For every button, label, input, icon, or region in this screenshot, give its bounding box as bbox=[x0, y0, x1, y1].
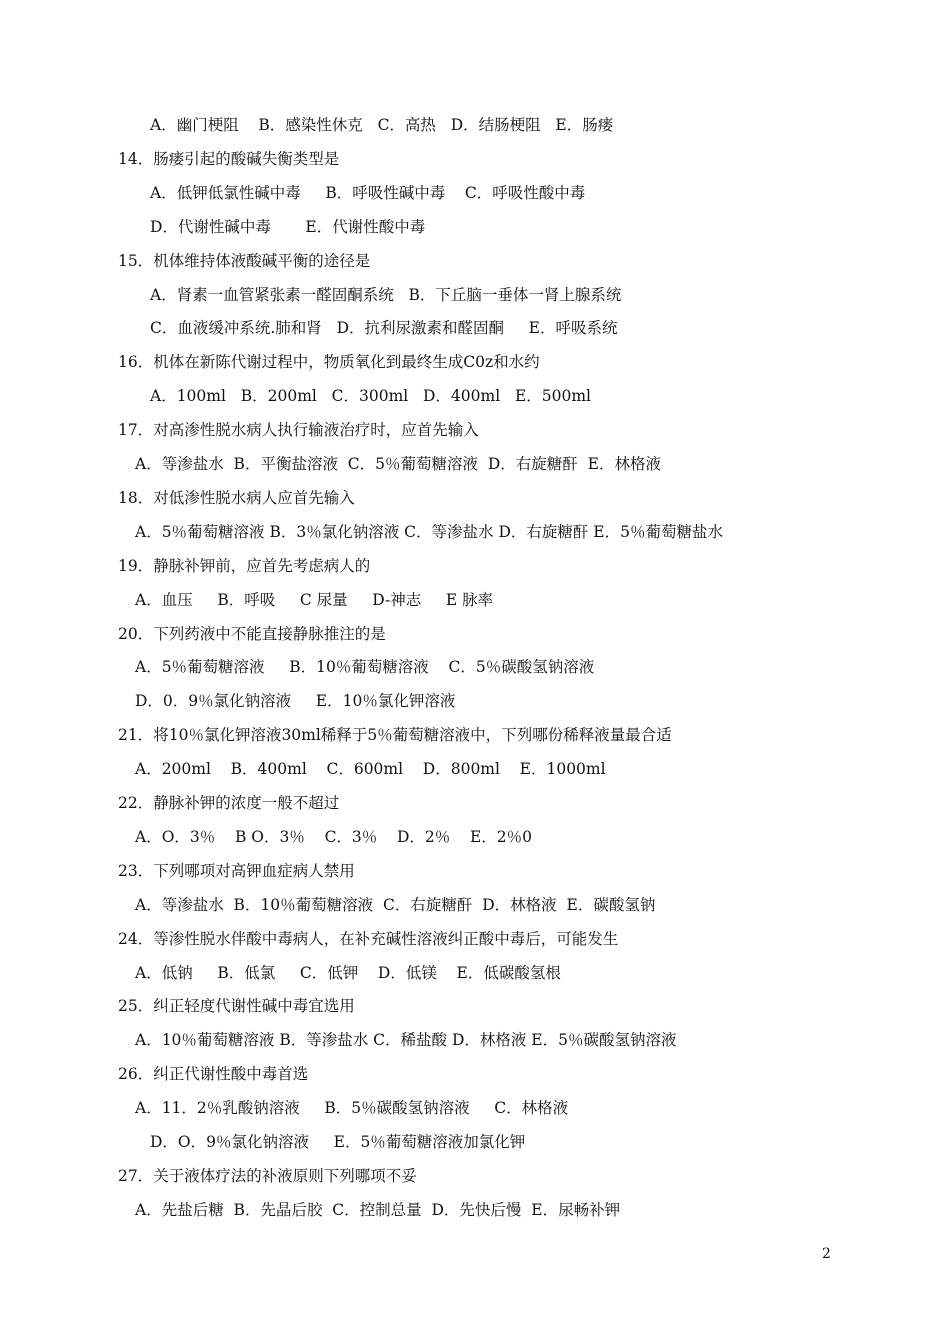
answer-options: A．5％葡萄糖溶液 B．10％葡萄糖溶液 C．5％碳酸氢钠溶液 bbox=[135, 658, 595, 676]
question-stem: 23．下列哪项对高钾血症病人禁用 bbox=[118, 862, 355, 880]
answer-options: A．等渗盐水 B．10％葡萄糖溶液 C．右旋糖酐 D．林格液 E．碳酸氢钠 bbox=[135, 896, 656, 914]
question-stem: 16．机体在新陈代谢过程中，物质氧化到最终生成C0z和水约 bbox=[118, 353, 540, 371]
question-stem: 18．对低渗性脱水病人应首先输入 bbox=[118, 489, 355, 507]
question-stem: 22．静脉补钾的浓度一般不超过 bbox=[118, 794, 340, 812]
answer-options: A．低钠 B．低氯 C．低钾 D．低镁 E．低碳酸氢根 bbox=[135, 964, 561, 982]
question-stem: 25．纠正轻度代谢性碱中毒宜选用 bbox=[118, 997, 355, 1015]
answer-options: D．0．9％氯化钠溶液 E．10％氯化钾溶液 bbox=[135, 692, 456, 710]
answer-options: A．11．2％乳酸钠溶液 B．5％碳酸氢钠溶液 C．林格液 bbox=[135, 1099, 569, 1117]
question-stem: 27．关于液体疗法的补液原则下列哪项不妥 bbox=[118, 1167, 417, 1185]
page-number: 2 bbox=[822, 1246, 831, 1262]
answer-options: A．低钾低氯性碱中毒 B．呼吸性碱中毒 C．呼吸性酸中毒 bbox=[150, 184, 586, 202]
answer-options: A．幽门梗阻 B．感染性休克 C．高热 D．结肠梗阻 E．肠瘘 bbox=[150, 116, 614, 134]
answer-options: A．200ml B．400ml C．600ml D．800ml E．1000ml bbox=[135, 760, 606, 778]
question-stem: 14．肠瘘引起的酸碱失衡类型是 bbox=[118, 150, 340, 168]
question-stem: 20．下列药液中不能直接静脉推注的是 bbox=[118, 625, 386, 643]
answer-options: A．血压 B．呼吸 C 尿量 D-神志 E 脉率 bbox=[135, 591, 494, 609]
question-stem: 26．纠正代谢性酸中毒首选 bbox=[118, 1065, 309, 1083]
answer-options: A．先盐后糖 B．先晶后胶 C．控制总量 D．先快后慢 E．尿畅补钾 bbox=[135, 1201, 621, 1219]
question-stem: 19．静脉补钾前，应首先考虑病人的 bbox=[118, 557, 371, 575]
answer-options: A．5％葡萄糖溶液 B．3％氯化钠溶液 C．等渗盐水 D．右旋糖酐 E．5％葡萄糖盐水 bbox=[135, 523, 723, 541]
question-stem: 21．将10％氯化钾溶液30ml稀释于5％葡萄糖溶液中，下列哪份稀释液量最合适 bbox=[118, 726, 672, 744]
answer-options: A．等渗盐水 B．平衡盐溶液 C．5％葡萄糖溶液 D．右旋糖酐 E．林格液 bbox=[135, 455, 661, 473]
question-stem: 17．对高渗性脱水病人执行输液治疗时，应首先输入 bbox=[118, 421, 479, 439]
question-stem: 24．等渗性脱水伴酸中毒病人，在补充碱性溶液纠正酸中毒后，可能发生 bbox=[118, 930, 619, 948]
answer-options: D．代谢性碱中毒 E．代谢性酸中毒 bbox=[150, 218, 426, 236]
answer-options: A．10％葡萄糖溶液 B．等渗盐水 C．稀盐酸 D．林格液 E．5％碳酸氢钠溶液 bbox=[135, 1031, 677, 1049]
answer-options: C．血液缓冲系统.肺和肾 D．抗利尿激素和醛固酮 E．呼吸系统 bbox=[150, 319, 618, 337]
answer-options: A．肾素一血管紧张素一醛固酮系统 B．下丘脑一垂体一肾上腺系统 bbox=[150, 286, 622, 304]
answer-options: A．O．3％ B O．3％ C．3％ D．2％ E．2％0 bbox=[135, 828, 533, 846]
question-stem: 15．机体维持体液酸碱平衡的途径是 bbox=[118, 252, 371, 270]
answer-options: D．O．9％氯化钠溶液 E．5％葡萄糖溶液加氯化钾 bbox=[150, 1133, 526, 1151]
answer-options: A．100ml B．200ml C．300ml D．400ml E．500ml bbox=[150, 387, 592, 405]
